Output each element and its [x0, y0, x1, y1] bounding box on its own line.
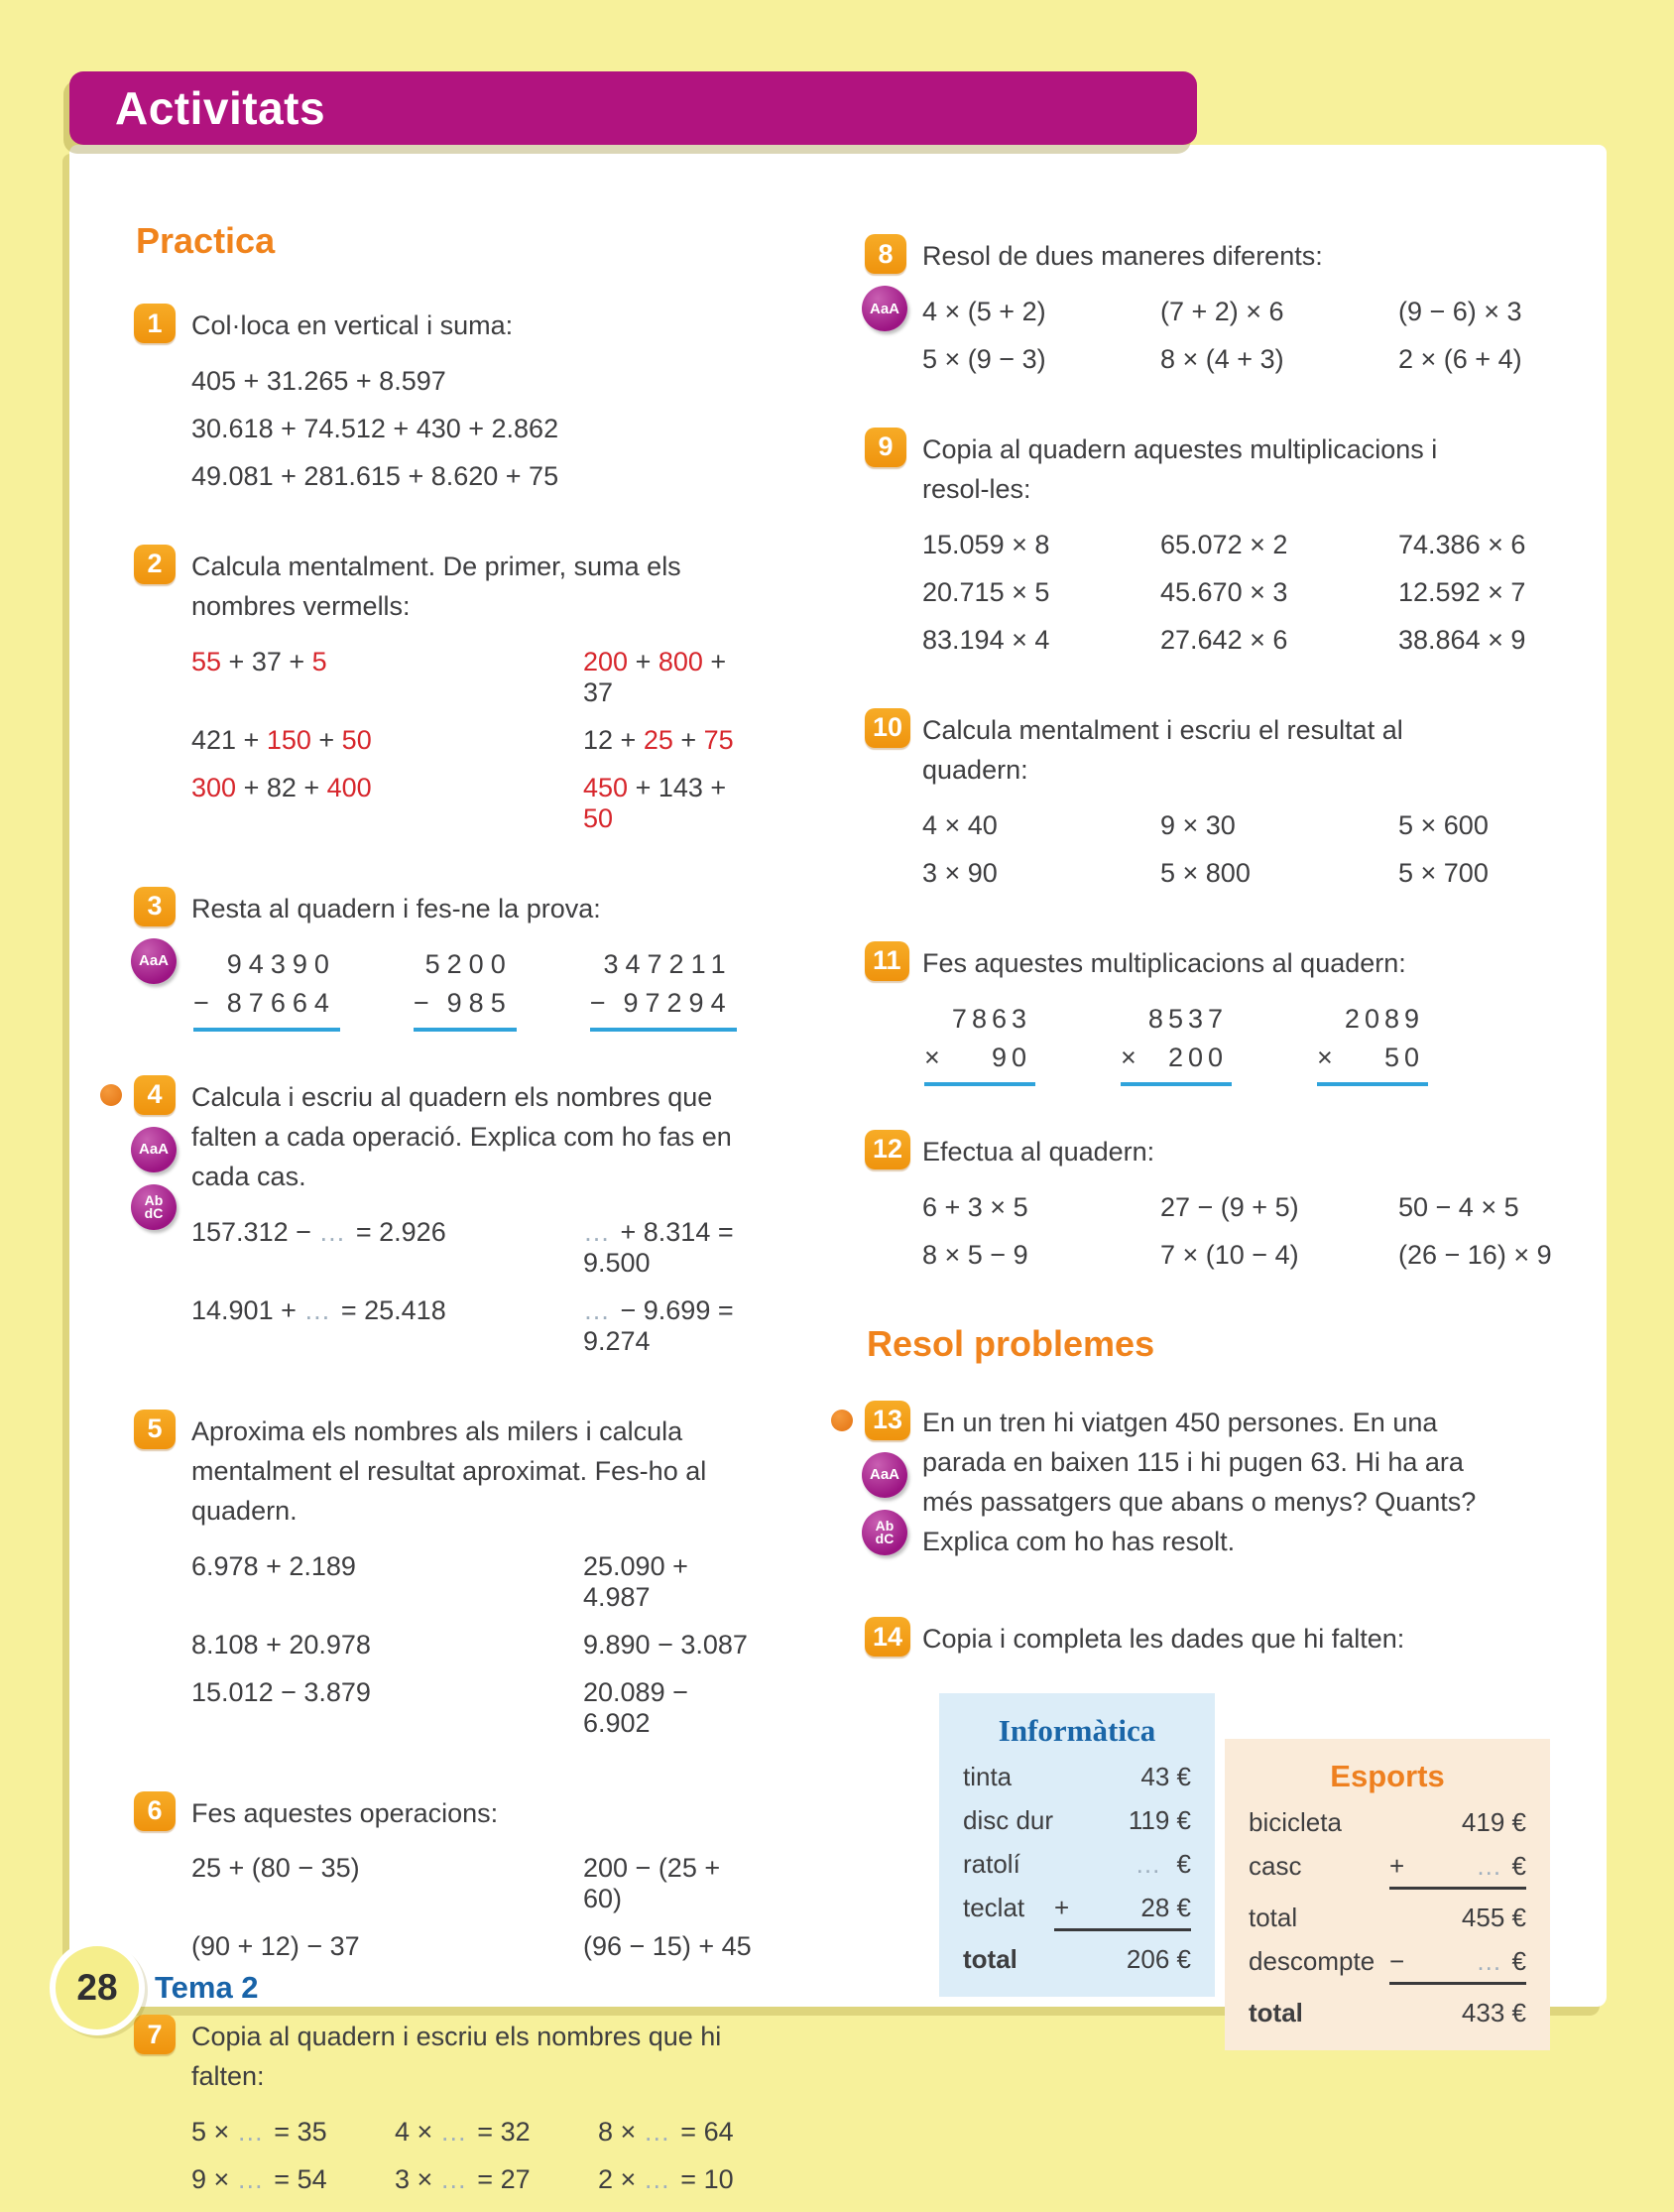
exercise-10-badges: [865, 708, 922, 906]
equation: 405 + 31.265 + 8.597: [191, 365, 446, 396]
difficulty-dot-icon: [831, 1410, 853, 1431]
esports-panel: [1225, 1739, 1550, 2050]
equation: 3 × … = 27: [395, 2164, 531, 2195]
exercise-number-badge: 13: [865, 1401, 910, 1440]
equation: 83.194 × 4: [922, 624, 1050, 655]
equation-row: [191, 2117, 754, 2148]
multiplier: 200: [1167, 1042, 1228, 1072]
exercise-3-body: [191, 887, 754, 1040]
exercise-7-body: [191, 2015, 754, 2212]
exercise-number-badge: 6: [134, 1791, 176, 1831]
page-number-badge: [50, 1940, 145, 2035]
item-price: 119 €: [1128, 1805, 1191, 1836]
exercise-number-badge: 2: [134, 545, 176, 584]
informatica-panel: [939, 1693, 1215, 1997]
exercise-6: [134, 1791, 754, 1980]
exercise-5: [134, 1410, 754, 1756]
exercise-number-badge: 9: [865, 428, 906, 467]
equation: 5 × 600: [1398, 809, 1489, 840]
vertical-multiplication: [1121, 1004, 1232, 1086]
exercise-text: Calcula mentalment i escriu el resultat al quadern:: [922, 714, 1403, 785]
equation: 6 + 3 × 5: [922, 1191, 1028, 1222]
item-label: ratolí: [963, 1849, 1020, 1880]
exercise-2: [134, 545, 754, 851]
times-sign: ×: [924, 1042, 940, 1072]
exercise-number-badge: 3: [134, 887, 176, 926]
oral-language-badge-icon: AaA: [862, 1452, 907, 1498]
minus-sign: −: [1389, 1946, 1405, 1977]
item-price: + 28 €: [1054, 1893, 1191, 1931]
equation: 5 × 800: [1160, 857, 1251, 888]
exercise-text: Calcula mentalment. De primer, suma els nombres vermells:: [191, 551, 681, 621]
equation: 9 × … = 54: [191, 2164, 327, 2195]
item-label: tinta: [963, 1762, 1013, 1792]
content-card: [69, 145, 1607, 2195]
equation-row: [922, 810, 1557, 841]
exercise-9-body: [922, 428, 1557, 673]
multiplier: 50: [1383, 1042, 1424, 1072]
exercise-7-badges: [134, 2015, 191, 2212]
total-price: 206 €: [1126, 1944, 1191, 1975]
equation-row: [922, 858, 1557, 889]
subtotal-row: [1249, 1903, 1526, 1933]
esports-panel-title: Esports: [1330, 1759, 1445, 1794]
chapter-label: Tema 2: [155, 1970, 259, 2005]
total-row: [1249, 1998, 1526, 2028]
equation: 25 + (80 − 35): [191, 1853, 360, 1884]
informatica-panel-title: Informàtica: [998, 1713, 1156, 1749]
multiplier: 90: [991, 1042, 1031, 1072]
exercise-1-badges: [134, 304, 191, 509]
discount-missing: − … €: [1389, 1946, 1526, 1985]
left-column: [134, 220, 754, 2195]
equation: 9 × 30: [1160, 809, 1236, 840]
exercise-10: [865, 708, 1557, 906]
exercise-text: Copia al quadern i escriu els nombres que hi falten:: [191, 2022, 722, 2092]
equation-row: [191, 2164, 754, 2195]
vertical-subtraction: [414, 949, 517, 1032]
vertical-operations: [193, 949, 754, 1032]
equation: 5 × … = 35: [191, 2117, 327, 2148]
exercise-4-body: [191, 1075, 754, 1374]
equation: 6.978 + 2.189: [191, 1550, 356, 1581]
exercise-text: Fes aquestes multiplicacions al quadern:: [922, 947, 1406, 978]
equation: 8 × … = 64: [598, 2117, 734, 2148]
exercise-text: En un tren hi viatgen 450 persones. En una parada en baixen 115 i hi pugen 63. Hi ha ara més passatgers que abans o menys? Quants? Explica com ho has resolt.: [922, 1407, 1477, 1556]
equation-row: [191, 1217, 754, 1279]
equation: 450 + 143 + 50: [583, 772, 727, 833]
page-number: 28: [76, 1967, 118, 2008]
item-label: casc: [1249, 1851, 1302, 1882]
equation: 30.618 + 74.512 + 430 + 2.862: [191, 413, 559, 443]
equation-row: [191, 773, 754, 834]
exercise-8-badges: [865, 234, 922, 392]
minuend: 5200: [424, 948, 513, 979]
price-row: [1249, 1851, 1526, 1890]
equation: 3 × 90: [922, 857, 998, 888]
equation-row: [191, 1677, 754, 1739]
exercise-1-body: [191, 304, 754, 509]
exercise-13-body: [922, 1401, 1557, 1582]
exercise-text: Calcula i escriu al quadern els nombres que falten a cada operació. Explica com ho fas en cada cas.: [191, 1081, 732, 1191]
exercise-14-badges: [865, 1617, 922, 1679]
total-label: total: [963, 1944, 1017, 1975]
exercise-number-badge: 1: [134, 304, 176, 343]
subtotal-price: 455 €: [1461, 1903, 1526, 1933]
vertical-subtraction: [590, 949, 737, 1032]
equation-row: [191, 1853, 754, 1914]
total-label: total: [1249, 1998, 1303, 2028]
multiplicand: 2089: [1344, 1003, 1424, 1034]
exercise-12-body: [922, 1130, 1557, 1288]
equation: 2 × … = 10: [598, 2164, 734, 2195]
subtrahend: 985: [446, 987, 513, 1018]
exercise-1: [134, 304, 754, 509]
exercise-10-body: [922, 708, 1557, 906]
equation: 2 × (6 + 4): [1398, 343, 1522, 374]
exercise-8: [865, 234, 1557, 392]
exercise-5-body: [191, 1410, 754, 1756]
subtrahend: 97294: [623, 987, 733, 1018]
item-price-missing: + … €: [1389, 1851, 1526, 1890]
price-panels: [939, 1693, 1557, 2050]
equation-row: [922, 1240, 1557, 1271]
equation: 27.642 × 6: [1160, 624, 1288, 655]
vocabulary-badge-icon: Ab dC: [131, 1184, 177, 1230]
equation: (7 + 2) × 6: [1160, 296, 1284, 326]
vertical-operations: [924, 1004, 1557, 1086]
exercise-12: [865, 1130, 1557, 1288]
equation: 157.312 − … = 2.926: [191, 1216, 446, 1247]
minuend: 347211: [603, 948, 733, 979]
vertical-subtraction: [193, 949, 340, 1032]
item-price-missing: … €: [1135, 1849, 1191, 1880]
exercise-6-body: [191, 1791, 754, 1980]
equation-row: [191, 725, 754, 756]
exercise-14-body: [922, 1617, 1557, 1679]
equation: 65.072 × 2: [1160, 529, 1288, 559]
equation: (9 − 6) × 3: [1398, 296, 1522, 326]
oral-language-badge-icon: AaA: [131, 938, 177, 984]
vertical-multiplication: [924, 1004, 1035, 1086]
exercise-8-body: [922, 234, 1557, 392]
equation: 9.890 − 3.087: [583, 1629, 748, 1659]
equation: 7 × (10 − 4): [1160, 1239, 1299, 1270]
equation: (96 − 15) + 45: [583, 1931, 752, 1962]
equation: 8.108 + 20.978: [191, 1629, 371, 1659]
price-row: [963, 1805, 1191, 1836]
price-row: [1249, 1807, 1526, 1838]
item-label: teclat: [963, 1893, 1025, 1923]
exercise-7: [134, 2015, 754, 2212]
minuend: 94390: [226, 948, 336, 979]
equation: 45.670 × 3: [1160, 576, 1288, 607]
item-label: disc dur: [963, 1805, 1054, 1836]
equation: … + 8.314 = 9.500: [583, 1216, 734, 1278]
oral-language-badge-icon: AaA: [862, 286, 907, 331]
header-bar: [69, 71, 1197, 145]
equation: 4 × … = 32: [395, 2117, 531, 2148]
exercise-9-badges: [865, 428, 922, 673]
section-heading-practica: Practica: [136, 220, 276, 261]
exercise-number-badge: 14: [865, 1617, 910, 1657]
price-row: [963, 1762, 1191, 1792]
equation: 300 + 82 + 400: [191, 772, 372, 802]
equation: 15.059 × 8: [922, 529, 1050, 559]
equation: 38.864 × 9: [1398, 624, 1526, 655]
times-sign: ×: [1317, 1042, 1333, 1072]
subtrahend: 87664: [226, 987, 336, 1018]
exercise-text: Resta al quadern i fes-ne la prova:: [191, 893, 601, 923]
equation: 200 − (25 + 60): [583, 1853, 721, 1914]
equation-row: [922, 297, 1557, 327]
exercise-2-body: [191, 545, 754, 851]
equation: (26 − 16) × 9: [1398, 1239, 1552, 1270]
equation-row: [191, 1295, 754, 1357]
equation: … − 9.699 = 9.274: [583, 1294, 734, 1356]
total-price: 433 €: [1461, 1998, 1526, 2028]
exercise-11-body: [922, 941, 1557, 1094]
equation: 74.386 × 6: [1398, 529, 1526, 559]
exercise-text: Copia al quadern aquestes multiplicacions i resol-les:: [922, 433, 1438, 504]
exercise-text: Copia i completa les dades que hi falten:: [922, 1624, 1405, 1655]
plus-sign: +: [1389, 1851, 1405, 1882]
total-row: [963, 1944, 1191, 1975]
price-row: [963, 1849, 1191, 1880]
equation: 25.090 + 4.987: [583, 1550, 688, 1612]
exercise-number-badge: 11: [865, 941, 909, 981]
right-column: [865, 220, 1557, 2028]
equation: 14.901 + … = 25.418: [191, 1294, 446, 1325]
times-sign: ×: [1121, 1042, 1136, 1072]
vertical-multiplication: [1317, 1004, 1428, 1086]
equation: 4 × 40: [922, 809, 998, 840]
exercise-number-badge: 4: [134, 1075, 176, 1115]
equation: (90 + 12) − 37: [191, 1931, 360, 1962]
exercise-12-badges: [865, 1130, 922, 1288]
equation-row: [191, 1551, 754, 1613]
multiplicand: 8537: [1147, 1003, 1228, 1034]
exercise-text: Efectua al quadern:: [922, 1136, 1155, 1167]
item-price: 419 €: [1461, 1807, 1526, 1838]
plus-sign: +: [1054, 1893, 1070, 1923]
exercise-number-badge: 8: [865, 234, 906, 274]
equation: 49.081 + 281.615 + 8.620 + 75: [191, 460, 559, 491]
equation-row: [922, 625, 1557, 656]
exercise-11: [865, 941, 1557, 1094]
equation: 8 × (4 + 3): [1160, 343, 1284, 374]
exercise-3-badges: [134, 887, 191, 1040]
equation: 12 + 25 + 75: [583, 724, 734, 755]
exercise-6-badges: [134, 1791, 191, 1980]
exercise-text: Col·loca en vertical i suma:: [191, 310, 514, 340]
equation: 15.012 − 3.879: [191, 1676, 371, 1707]
price-row: [963, 1893, 1191, 1931]
exercise-13: [865, 1401, 1557, 1582]
vocabulary-badge-icon: Ab dC: [862, 1510, 907, 1555]
equation-row: [922, 530, 1557, 560]
equation: 12.592 × 7: [1398, 576, 1526, 607]
exercise-4: [134, 1075, 754, 1374]
equation: 27 − (9 + 5): [1160, 1191, 1299, 1222]
exercise-5-badges: [134, 1410, 191, 1756]
exercise-text: Fes aquestes operacions:: [191, 1797, 499, 1828]
equation: 5 × 700: [1398, 857, 1489, 888]
exercise-number-badge: 12: [865, 1130, 910, 1169]
item-price: 43 €: [1140, 1762, 1191, 1792]
item-label: descompte: [1249, 1946, 1375, 1977]
exercise-text: Aproxima els nombres als milers i calcula mentalment el resultat aproximat. Fes-ho al quadern.: [191, 1415, 707, 1526]
minus-sign: −: [413, 987, 429, 1018]
exercise-2-badges: [134, 545, 191, 851]
minus-sign: −: [193, 987, 209, 1018]
discount-row: [1249, 1946, 1526, 1985]
exercise-text: Resol de dues maneres diferents:: [922, 241, 1323, 271]
equation-row: [191, 1630, 754, 1660]
exercise-3: [134, 887, 754, 1040]
equation: 200 + 800 + 37: [583, 646, 727, 707]
equation-row: [191, 647, 754, 708]
exercise-9: [865, 428, 1557, 673]
exercise-number-badge: 7: [134, 2015, 176, 2054]
equation: 20.715 × 5: [922, 576, 1050, 607]
equation: 20.089 − 6.902: [583, 1676, 688, 1738]
section-heading-resol-problemes: Resol problemes: [867, 1322, 1155, 1364]
equation: 5 × (9 − 3): [922, 343, 1046, 374]
equation: 8 × 5 − 9: [922, 1239, 1028, 1270]
equation-row: [922, 1192, 1557, 1223]
equation: 4 × (5 + 2): [922, 296, 1046, 326]
total-label: total: [1249, 1903, 1298, 1933]
exercise-11-badges: [865, 941, 922, 1094]
equation: 55 + 37 + 5: [191, 646, 327, 676]
oral-language-badge-icon: AaA: [131, 1127, 177, 1172]
multiplicand: 7863: [951, 1003, 1031, 1034]
equation: 50 − 4 × 5: [1398, 1191, 1519, 1222]
exercise-14: [865, 1617, 1557, 1679]
exercise-13-badges: [865, 1401, 922, 1582]
equation-row: [922, 577, 1557, 608]
exercise-number-badge: 10: [865, 708, 910, 748]
equation-row: [191, 1931, 754, 1962]
page-title: Activitats: [115, 82, 326, 134]
exercise-number-badge: 5: [134, 1410, 176, 1449]
item-label: bicicleta: [1249, 1807, 1342, 1838]
exercise-4-badges: [134, 1075, 191, 1374]
difficulty-dot-icon: [100, 1084, 122, 1106]
minus-sign: −: [589, 987, 606, 1018]
equation-row: [922, 344, 1557, 375]
equation: 421 + 150 + 50: [191, 724, 372, 755]
